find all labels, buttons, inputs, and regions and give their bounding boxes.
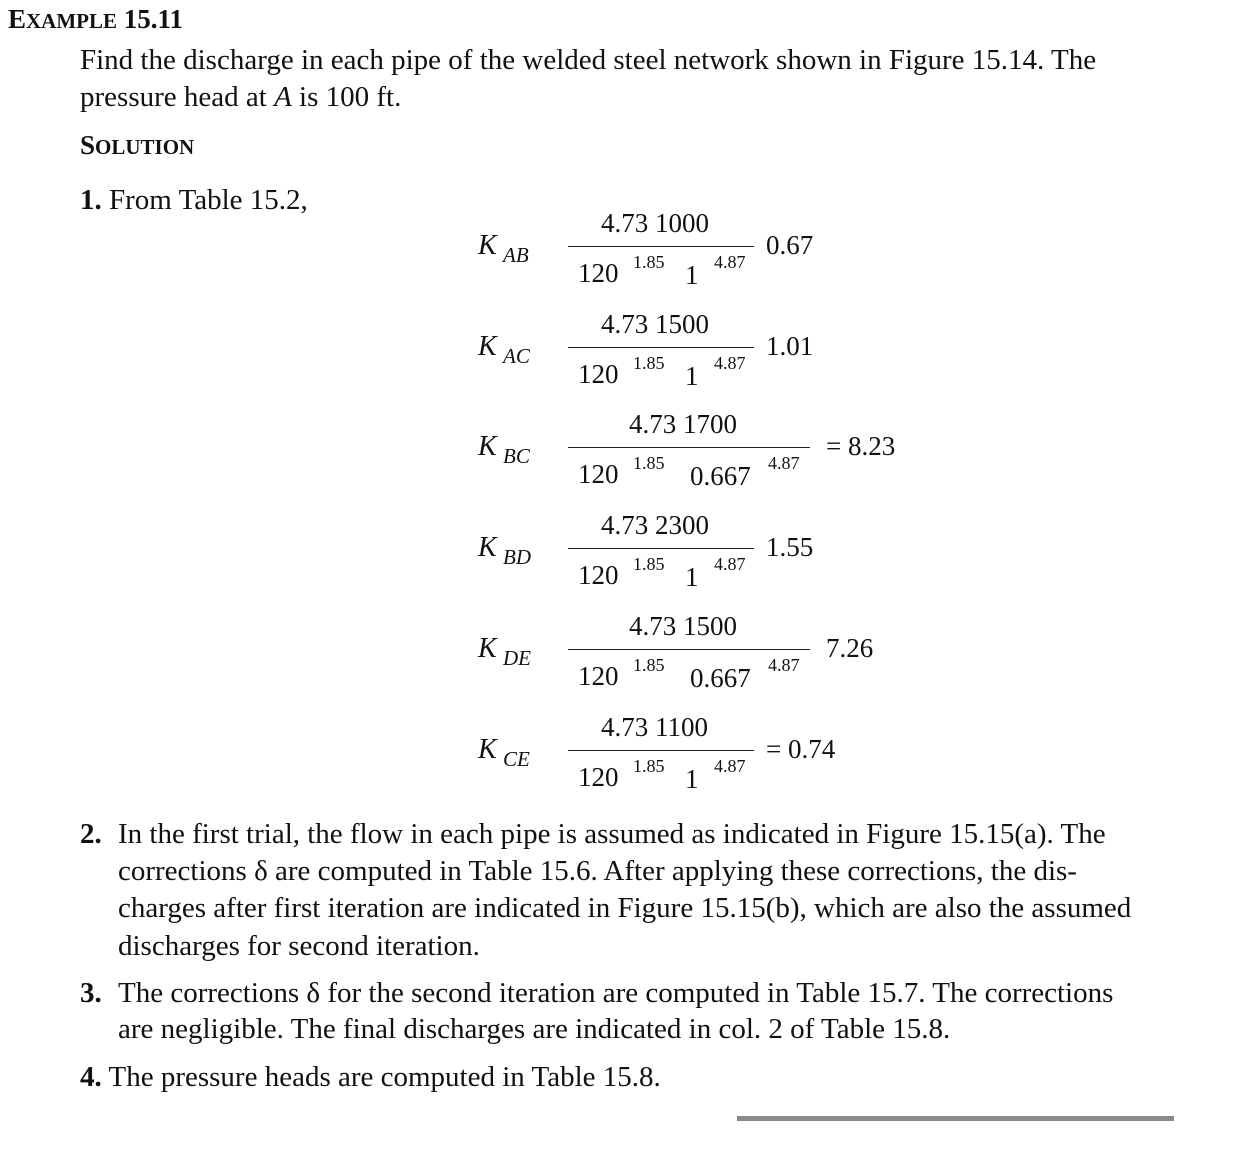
k-subscript: BC [503,444,530,468]
k-subscript: AC [503,344,530,368]
denominator-diameter: 1 [685,361,699,391]
fraction-bar [568,447,810,448]
equation-k-ac [476,311,946,401]
k-symbol: K [478,734,497,765]
denominator-diameter: 1 [685,764,699,794]
exponent-c: 1.85 [633,453,665,473]
step-3-number: 3. [80,977,102,1009]
denominator-base: 120 [578,459,619,489]
exponent-c: 1.85 [633,554,665,574]
step-4: 4. The pressure heads are computed in Table 15.8. [80,1061,661,1093]
step-2-line-3: charges after first iteration are indicated in Figure 15.15(b), which are also the assumed [118,892,1132,924]
k-symbol: K [478,532,497,563]
exponent-c: 1.85 [633,655,665,675]
k-symbol: K [478,633,497,664]
denominator-base: 120 [578,258,619,288]
exponent-d: 4.87 [714,554,746,574]
step-1: 1. From Table 15.2, [80,184,308,216]
step-2-line-2: corrections δ are computed in Table 15.6. After applying these corrections, the dis- [118,855,1077,887]
example-heading: EXAMPLE 15.11 [8,4,184,34]
fraction-bar [568,347,754,348]
denominator-diameter: 0.667 [690,663,751,693]
solution-heading: SOLUTION [80,130,195,160]
fraction-bar [568,750,754,751]
numerator: 4.73 1700 [629,409,737,439]
problem-line-1: Find the discharge in each pipe of the welded steel network shown in Figure 15.14. The [80,44,1097,76]
k-symbol: K [478,331,497,362]
numerator: 4.73 2300 [601,510,709,540]
result-value: = 8.23 [826,431,896,461]
k-subscript: DE [503,646,531,670]
step-3-line-1: The corrections δ for the second iteration are computed in Table 15.7. The corrections [118,977,1114,1009]
fraction-bar [568,649,810,650]
equation-k-de [476,613,946,703]
numerator: 4.73 1100 [601,712,708,742]
denominator-diameter: 0.667 [690,461,751,491]
denominator-base: 120 [578,359,619,389]
exponent-d: 4.87 [714,353,746,373]
equation-k-ab [476,210,946,300]
denominator-base: 120 [578,661,619,691]
step-2-line-4: discharges for second iteration. [118,930,480,962]
result-value: = 0.74 [766,734,836,764]
equation-k-bc [476,411,946,501]
denominator-base: 120 [578,560,619,590]
result-value: 7.26 [826,633,874,663]
step-2-line-1: In the first trial, the flow in each pipe is assumed as indicated in Figure 15.15(a). The [118,818,1106,850]
k-subscript: CE [503,747,530,771]
step-2-number: 2. [80,818,102,850]
exponent-d: 4.87 [768,655,800,675]
fraction-bar [568,548,754,549]
result-value: 0.67 [766,230,814,260]
fraction-bar [568,246,754,247]
exponent-c: 1.85 [633,353,665,373]
denominator-diameter: 1 [685,562,699,592]
exponent-c: 1.85 [633,756,665,776]
k-subscript: AB [503,243,529,267]
exponent-d: 4.87 [714,252,746,272]
k-symbol: K [478,230,497,261]
denominator-base: 120 [578,762,619,792]
k-symbol: K [478,431,497,462]
bottom-rule [737,1116,1174,1121]
step-3-line-2: are negligible. The final discharges are indicated in col. 2 of Table 15.8. [118,1013,951,1045]
exponent-d: 4.87 [714,756,746,776]
numerator: 4.73 1000 [601,208,709,238]
equation-k-ce [476,714,946,804]
equation-k-bd [476,512,946,602]
problem-line-2: pressure head at A is 100 ft. [80,81,402,113]
result-value: 1.55 [766,532,814,562]
numerator: 4.73 1500 [601,309,709,339]
exponent-c: 1.85 [633,252,665,272]
k-subscript: BD [503,545,531,569]
result-value: 1.01 [766,331,814,361]
numerator: 4.73 1500 [629,611,737,641]
denominator-diameter: 1 [685,260,699,290]
exponent-d: 4.87 [768,453,800,473]
